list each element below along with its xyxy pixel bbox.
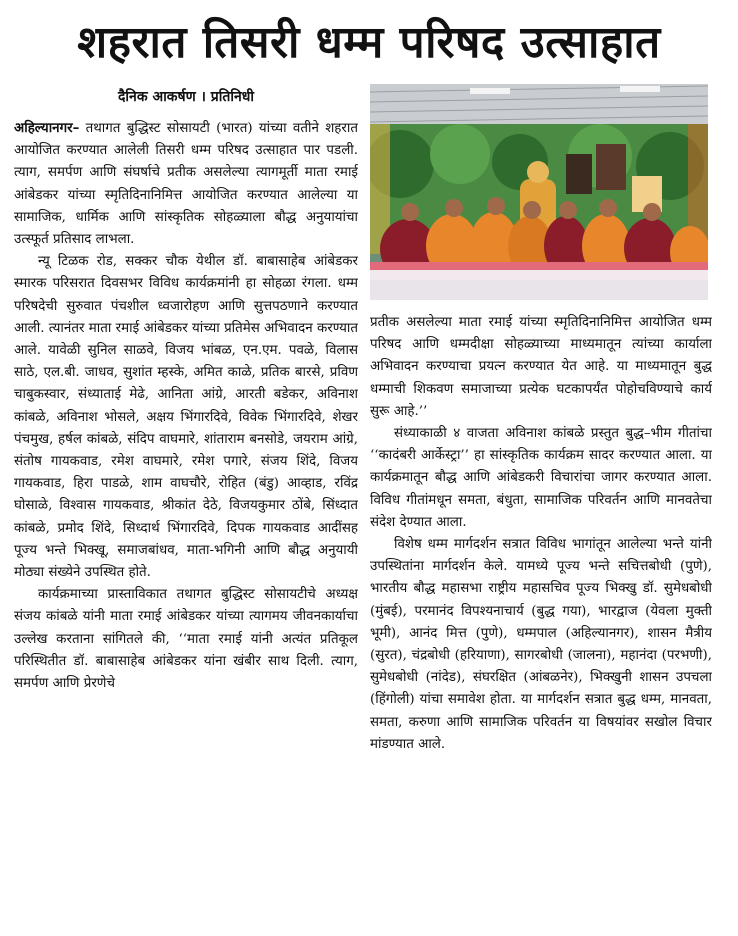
article-paragraph: न्यू टिळक रोड, सक्कर चौक येथील डॉ. बाबासाहेब आंबेडकर स्मारक परिसरात दिवसभर विविध कार्यक्रमांनी हा सोहळा रंगला. धम्म परिषदेची सुरुवात पंचशील ध्वजारोहण आणि सुत्तपठणाने करण्यात आली. त्यानंतर माता रमाई आंबेडकर यांच्या प्रतिमेस अभिवादन करण्यात आले. यावेळी सुनिल साळवे, विजय भांबळ, एन.एम. पवळे, विलास साठे, एल.बी. जाधव, सुशांत म्हस्के, अमित काळे, प्रतिक बारसे, प्रविण चाबुकस्वार, संध्याताई मेढे, आनिता आंग्रे, आरती बडेकर, अविनाश कांबळे, अविनाश भोसले, अक्षय भिंगारदिवे, विवेक भिंगारदिवे, शेखर पंचमुख, हर्षल कांबळे, संदिप वाघमारे, शांताराम बनसोडे, जयराम आंग्रे, संतोष गायकवाड, रमेश वाघमारे, रमेश पगारे, संजय शिंदे, विजय गायकवाड, हिरा पाडळे, शाम वाघचौरे, रोहित (बंडु) आव्हाड, रविंद्र घोसाळे, विश्वास गायकवाड, श्रीकांत देठे, विजयकुमार ठोंबे, सिंध्दात कांबळे, प्रमोद शिंदे, सिध्दार्थ भिंगारदिवे, दिपक गायकवाड आदींसह पूज्य भन्ते भिक्खू, समाजबांधव, माता-भगिनी आणि बौद्ध अनुयायी मोठ्या संख्येने उपस्थित होते. [14, 254, 358, 581]
paragraph-text: तथागत बुद्धिस्ट सोसायटी (भारत) यांच्या वतीने शहरात आयोजित करण्यात आलेली तिसरी धम्म परिषद उत्साहात पार पडली. त्याग, समर्पण आणि संघर्षाचे प्रतीक असलेल्या त्यागमूर्ती माता रमाई आंबेडकर यांच्या स्मृतिदिनानिमित्त आयोजित करण्यात आलेल्या या सामाजिक, धार्मिक आणि सांस्कृतिक सोहळ्याला बौद्ध अनुयायांचा उत्स्फूर्त प्रतिसाद लाभला. [14, 121, 358, 248]
dateline: अहिल्यानगर– [14, 121, 80, 136]
article-paragraph: प्रतीक असलेल्या माता रमाई यांच्या स्मृतिदिनानिमित्त आयोजित धम्म परिषद आणि धम्मदीक्षा सोहळ्याच्या माध्यमातून त्यांच्या कार्याला अभिवादन करण्याचा प्रयत्न करण्यात येत आहे. या माध्यमातून बुद्ध धम्माची शिकवण समाजाच्या प्रत्येक घटकापर्यंत पोहोचविण्याचे कार्य सुरू आहे.’’ [370, 315, 712, 419]
event-photo [370, 84, 708, 300]
article-paragraph: कार्यक्रमाच्या प्रास्ताविकात तथागत बुद्धिस्ट सोसायटीचे अध्यक्ष संजय कांबळे यांनी माता रमाई आंबेडकर यांच्या त्यागमय जीवनकार्याचा उल्लेख करताना सांगितले की, ‘‘माता रमाई यांनी अत्यंत प्रतिकूल परिस्थितीत डॉ. बाबासाहेब आंबेडकर यांना खंबीर साथ दिली. त्याग, समर्पण आणि प्रेरणेचे [14, 587, 358, 692]
article-paragraph [14, 118, 358, 251]
byline: दैनिक आकर्षण । प्रतिनिधी [118, 89, 254, 105]
article-paragraph: संध्याकाळी ४ वाजता अविनाश कांबळे प्रस्तुत बुद्ध–भीम गीतांचा ‘‘कादंबरी आर्केस्ट्रा’’ हा सांस्कृतिक कार्यक्रम सादर करण्यात आला. या कार्यक्रमातून बौद्ध आणि आंबेडकरी विचारांचा जागर करण्यात आला. विविध गीतांमधून समता, बंधुता, सामाजिक परिवर्तन आणि मानवतेचा संदेश देण्यात आला. [370, 426, 712, 530]
article-paragraph: विशेष धम्म मार्गदर्शन सत्रात विविध भागांतून आलेल्या भन्ते यांनी उपस्थितांना मार्गदर्शन केले. यामध्ये पूज्य भन्ते सचित्तबोधी (पुणे), भारतीय बौद्ध महासभा राष्ट्रीय महासचिव पूज्य भिक्खु डॉ. सुमेधबोधी (मुंबई), परमानंद विपश्यनाचार्य (बुद्ध गया), भारद्वाज (येवला मुक्ती भूमी), आनंद मित्त (पुणे), धम्मपाल (अहिल्यानगर), शासन मैत्रीय (सुरत), चंद्रबोधी (हरियाणा), सागरबोधी (जालना), महानंदा (परभणी), सुमेधबोधी (नांदेड), संघरक्षित (आंबळनेर), भिक्खुनी शासन उपचला (हिंगोली) यांचा समावेश होता. या मार्गदर्शन सत्रात बुद्ध धम्म, मानवता, समता, करुणा आणि सामाजिक परिवर्तन या विषयांवर सखोल विचार मांडण्यात आले. [370, 537, 712, 752]
article-left-column [14, 118, 358, 930]
article-right-column [370, 312, 712, 930]
headline: शहरात तिसरी धम्म परिषद उत्साहात [77, 17, 661, 68]
